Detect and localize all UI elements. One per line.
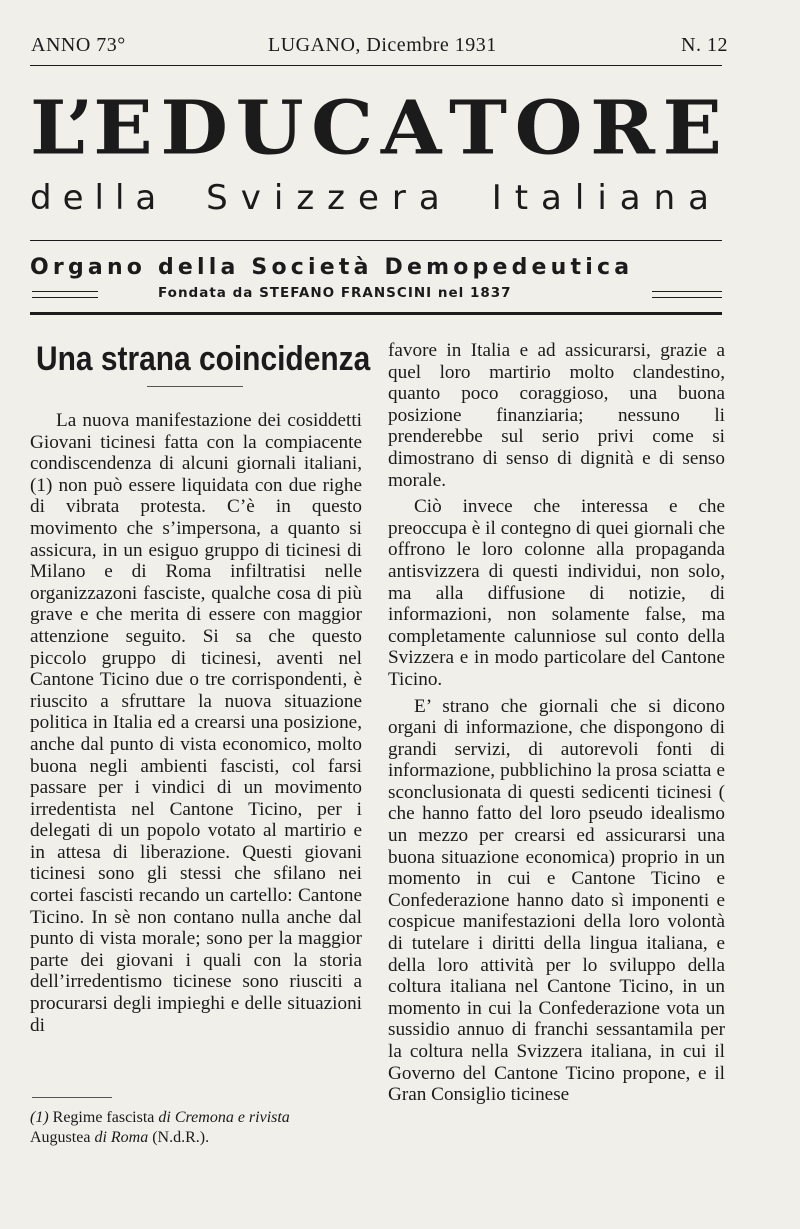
footnote [30,1108,362,1148]
masthead-letter: R [590,85,655,172]
masthead-letter: C [311,85,374,172]
body-paragraph: La nuova manifestazione dei cosiddetti Giovani ticinesi fatta con la compiacente condiscendenza di alcuni giornali italiani, (1) non può essere liquidata con due righe di vibrata protesta. C’è in questo movimento che s’impersona, a quanto si assicura, in un esiguo gruppo di ticinesi di Milano e di Roma infiltratisi nelle organizzazoni fasciste, qualche cosa di più grave e che merita di essere con maggior attenzione seguito. Si sa che questo piccolo gruppo di ticinesi, aventi nel Cantone Ticino due o tre corrispondenti, è riuscito a sfruttare la nuova situazione politica in Italia ed a crearsi una posizione, anche dal punto di vista economico, molto buona negli ambienti fascisti, col farsi passare per i vindici di un movimento irredentista nel Cantone Ticino, per i delegati di un popolo votato al martirio e in attesa di liberazione. Questi giovani ticinesi sono gli stessi che sfilano nei cortei fascisti recando un cartello: Cantone Ticino. In sè non contano nulla anche dal punto di vista morale; sono per la maggior parte dei giovani i quali con la storia dell’irredentismo ticinese sono riusciti a procurarsi degli impieghi e delle situazioni di [30,410,362,1036]
masthead-subtitle [30,176,722,220]
left-column [30,410,362,1036]
footnote-text: di Cremona e rivista [158,1109,290,1126]
issue-number: N. 12 [681,34,728,56]
masthead-letter: L’E [30,85,153,172]
title-divider [147,386,243,387]
masthead-letter: T [448,85,507,172]
masthead-letter: E [662,85,722,172]
subtitle-word: Italiana [491,178,722,218]
ornament-rule-left [32,291,98,298]
issue-year: ANNO 73° [31,34,126,56]
footnote-text: Augustea [30,1129,91,1146]
subtitle-word: Svizzera [206,178,453,218]
place-date: LUGANO, Dicembre 1931 [268,34,497,56]
organ-line: Organo della Società Demopedeutica [30,255,634,280]
founded-line: Fondata da STEFANO FRANSCINI nel 1837 [158,285,512,301]
footnote-text: Regime fascista [52,1109,155,1126]
body-paragraph: favore in Italia e ad assicurarsi, grazie a quel loro martirio molto clandestino, quanto poco coraggioso, una buona posizione finanziaria; nessuno li prenderebbe sul serio privi come si dimostrano di senso di dignità e di senso morale. [388,340,725,491]
header-rule [30,65,722,66]
footnote-text: di Roma [94,1129,149,1146]
right-column [388,340,725,1106]
masthead-rule [30,240,722,241]
masthead-letter: D [160,85,228,172]
masthead-title [30,85,722,172]
ornament-rule-right [652,291,722,298]
footnote-marker: (1) [30,1109,49,1126]
footnote-text: (N.d.R.). [152,1129,210,1146]
section-rule [30,312,722,315]
body-paragraph: E’ strano che giornali che si dicono organi di informazione, che dispongono di grandi servizi, di autorevoli fonti di informazione, pubblichino la prosa sciatta e sconclusionata di questi sedicenti ticinesi ( che hanno fatto del loro pseudo idealismo un mezzo per crearsi ed assicurarsi una buona situazione economica) proprio in un momento in cui e Cantone Ticino e Confederazione hanno dato sì imponenti e cospicue manifestazioni della loro volontà di tutelare i diritti della lingua italiana, e della loro attività per lo sviluppo della coltura italiana nel Cantone Ticino, in un momento in cui la Confederazione vota un sussidio annuo di franchi sessantamila per la coltura nella Svizzera italiana, in cui il Governo del Cantone Ticino propone, e il Gran Consiglio ticinese [388,695,725,1106]
footnote-rule [32,1097,112,1098]
body-paragraph: Ciò invece che interessa e che preoccupa è il contegno di quei giornali che offrono le loro colonne alla propaganda antisvizzera di questi individui, non solo, ma alla diffusione di notizie, di informazioni, non solamente false, ma completamente calunniose sul conto della Svizzera e in modo particolare del Cantone Ticino. [388,496,725,690]
subtitle-word: della [30,178,168,218]
masthead-letter: U [235,85,304,172]
masthead-letter: O [514,85,583,172]
masthead-letter: A [380,85,442,172]
article-title: Una strana coincidenza [36,340,371,378]
